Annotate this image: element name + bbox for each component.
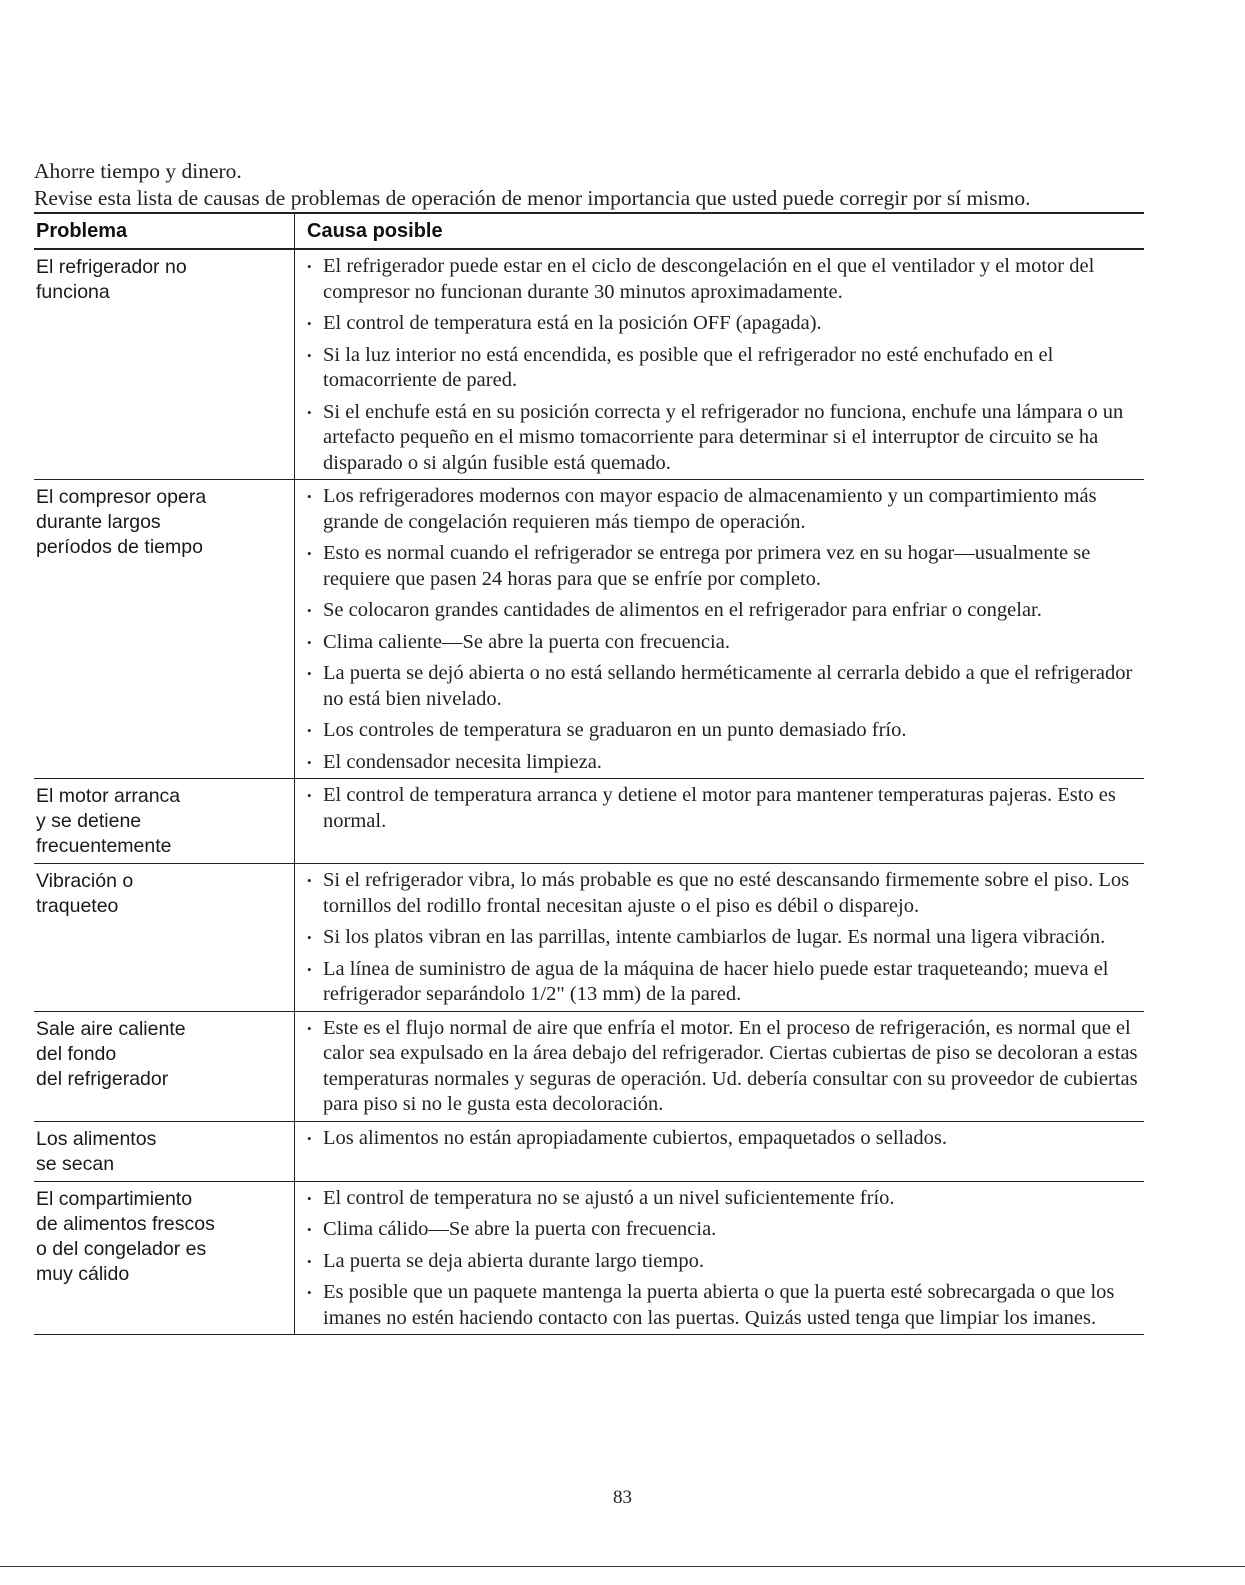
bullet-icon: •: [307, 723, 312, 738]
cause-item: [305, 598, 1144, 624]
intro-line-2: Revise esta lista de causas de problemas de operación de menor importancia que usted puede corregir por sí mismo.: [34, 186, 1031, 210]
cause-text: La línea de suministro de agua de la máquina de hacer hielo puede estar traqueteando; mueva el refrigerador separándolo 1/2" (13 mm) de la pared.: [323, 957, 1109, 1005]
bullet-icon: •: [307, 1285, 312, 1300]
cause-item: [305, 1249, 1144, 1275]
problem-cell: Vibración o traqueteo: [34, 864, 295, 1012]
header-cause: Causa posible: [295, 213, 1145, 249]
cause-text: Los refrigeradores modernos con mayor espacio de almacenamiento y un compartimiento más grande de congelación requieren más tiempo de operación.: [323, 485, 1097, 533]
table-row: [34, 864, 1144, 1012]
cause-item: [305, 254, 1144, 305]
cause-text: Clima cálido—Se abre la puerta con frecuencia.: [323, 1218, 717, 1240]
bullet-icon: •: [307, 1130, 312, 1146]
cause-item: [305, 1217, 1144, 1243]
troubleshooting-table: [34, 212, 1144, 1335]
bullet-icon: •: [307, 259, 312, 274]
cause-text: Si el enchufe está en su posición correcta y el refrigerador no funciona, enchufe una lámpara o un artefacto pequeño en el mismo tomacorriente para determinar si el interruptor de circuito se ha disparado o si algún fusible está quemado.: [323, 400, 1124, 474]
cause-text: La puerta se deja abierta durante largo tiempo.: [323, 1249, 704, 1272]
table-row: [34, 779, 1144, 864]
bullet-icon: •: [307, 788, 312, 803]
cause-cell: [295, 1121, 1145, 1181]
table-body: [34, 249, 1144, 1335]
cause-item: [305, 957, 1144, 1008]
cause-item: [305, 630, 1144, 656]
bullet-icon: •: [307, 961, 312, 977]
cause-cell: [295, 864, 1145, 1012]
cause-cell: [295, 779, 1145, 864]
bullet-icon: •: [307, 1020, 312, 1036]
table-row: [34, 480, 1144, 779]
bullet-icon: •: [307, 634, 312, 650]
cause-text: Si los platos vibran en las parrillas, intente cambiarlos de lugar. Es normal una ligera vibración.: [323, 926, 1106, 948]
problem-cell: El compartimiento de alimentos frescos o del congelador es muy cálido: [34, 1181, 295, 1335]
intro-text: [34, 158, 1144, 212]
cause-text: Se colocaron grandes cantidades de alimentos en el refrigerador para enfriar o congelar.: [323, 599, 1042, 621]
cause-text: Los alimentos no están apropiadamente cubiertos, empaquetados o sellados.: [323, 1126, 947, 1149]
cause-item: [305, 1186, 1144, 1212]
cause-item: [305, 750, 1144, 776]
cause-item: [305, 868, 1144, 919]
cause-text: El condensador necesita limpieza.: [323, 750, 602, 773]
bullet-icon: •: [307, 1190, 312, 1206]
table-row: [34, 1121, 1144, 1181]
cause-text: Este es el flujo normal de aire que enfría el motor. En el proceso de refrigeración, es normal que el calor sea expulsado en la área debajo del refrigerador. Ciertas cubiertas de piso se decoloran a estas temperaturas normales y seguras de operación. Ud. debería consultar con su proveedor de cubiertas para piso si no le gusta esta decoloración.: [323, 1016, 1138, 1115]
cause-list: [305, 254, 1144, 476]
cause-text: El control de temperatura está en la posición OFF (apagada).: [323, 312, 822, 334]
bullet-icon: •: [307, 754, 312, 770]
table-row: [34, 1181, 1144, 1335]
bottom-rule: [0, 1566, 1245, 1567]
bullet-icon: •: [307, 404, 312, 420]
cause-text: Si el refrigerador vibra, lo más probable es que no esté descansando firmemente sobre el piso. Los tornillos del rodillo frontal necesitan ajuste o el piso es débil o disparejo.: [323, 869, 1130, 917]
cause-item: [305, 484, 1144, 535]
bullet-icon: •: [307, 1253, 312, 1269]
cause-cell: [295, 1011, 1145, 1121]
cause-text: La puerta se dejó abierta o no está sellando herméticamente al cerrarla debido a que el refrigerador no está bien nivelado.: [323, 662, 1133, 710]
bullet-icon: •: [307, 930, 312, 945]
problem-cell: Los alimentos se secan: [34, 1121, 295, 1181]
bullet-icon: •: [307, 1222, 312, 1237]
cause-cell: [295, 1181, 1145, 1335]
intro-line-1: Ahorre tiempo y dinero.: [34, 159, 242, 183]
problem-cell: El motor arranca y se detiene frecuentemente: [34, 779, 295, 864]
table-header-row: [34, 213, 1144, 249]
cause-item: [305, 661, 1144, 712]
cause-text: Los controles de temperatura se graduaron en un punto demasiado frío.: [323, 719, 907, 741]
cause-text: El control de temperatura arranca y detiene el motor para mantener temperaturas pajeras. Esto es normal.: [323, 784, 1116, 832]
cause-cell: [295, 249, 1145, 480]
bullet-icon: •: [307, 603, 312, 618]
bullet-icon: •: [307, 666, 312, 681]
cause-item: [305, 343, 1144, 394]
cause-item: [305, 541, 1144, 592]
bullet-icon: •: [307, 546, 312, 561]
bullet-icon: •: [307, 489, 312, 504]
header-problem: Problema: [34, 213, 295, 249]
bullet-icon: •: [307, 873, 312, 888]
troubleshooting-page: [34, 158, 1144, 1335]
problem-cell: El refrigerador no funciona: [34, 249, 295, 480]
cause-list: [305, 1016, 1144, 1118]
cause-item: [305, 400, 1144, 477]
cause-text: Si la luz interior no está encendida, es posible que el refrigerador no esté enchufado en el tomacorriente de pared.: [323, 343, 1054, 391]
cause-list: [305, 1126, 1144, 1152]
cause-text: Es posible que un paquete mantenga la puerta abierta o que la puerta esté sobrecargada o que los imanes no estén haciendo contacto con las puertas. Quizás usted tenga que limpiar los imanes.: [323, 1281, 1115, 1329]
cause-item: [305, 718, 1144, 744]
cause-text: Esto es normal cuando el refrigerador se entrega por primera vez en su hogar—usualmente se requiere que pasen 24 horas para que se enfríe por completo.: [323, 542, 1091, 590]
cause-cell: [295, 480, 1145, 779]
cause-item: [305, 1280, 1144, 1331]
cause-list: [305, 484, 1144, 775]
cause-list: [305, 783, 1144, 834]
table-row: [34, 1011, 1144, 1121]
cause-list: [305, 868, 1144, 1008]
problem-cell: Sale aire caliente del fondo del refrigerador: [34, 1011, 295, 1121]
bullet-icon: •: [307, 347, 312, 363]
page-number: 83: [613, 1487, 632, 1508]
bullet-icon: •: [307, 316, 312, 331]
cause-item: [305, 311, 1144, 337]
problem-cell: El compresor opera durante largos períodos de tiempo: [34, 480, 295, 779]
table-row: [34, 249, 1144, 480]
cause-item: [305, 925, 1144, 951]
cause-item: [305, 783, 1144, 834]
cause-item: [305, 1126, 1144, 1152]
cause-text: El refrigerador puede estar en el ciclo de descongelación en el que el ventilador y el motor del compresor no funcionan durante 30 minutos aproximadamente.: [323, 255, 1095, 303]
cause-item: [305, 1016, 1144, 1118]
cause-text: Clima caliente—Se abre la puerta con frecuencia.: [323, 630, 730, 653]
cause-list: [305, 1186, 1144, 1332]
cause-text: El control de temperatura no se ajustó a un nivel suficientemente frío.: [323, 1186, 895, 1209]
